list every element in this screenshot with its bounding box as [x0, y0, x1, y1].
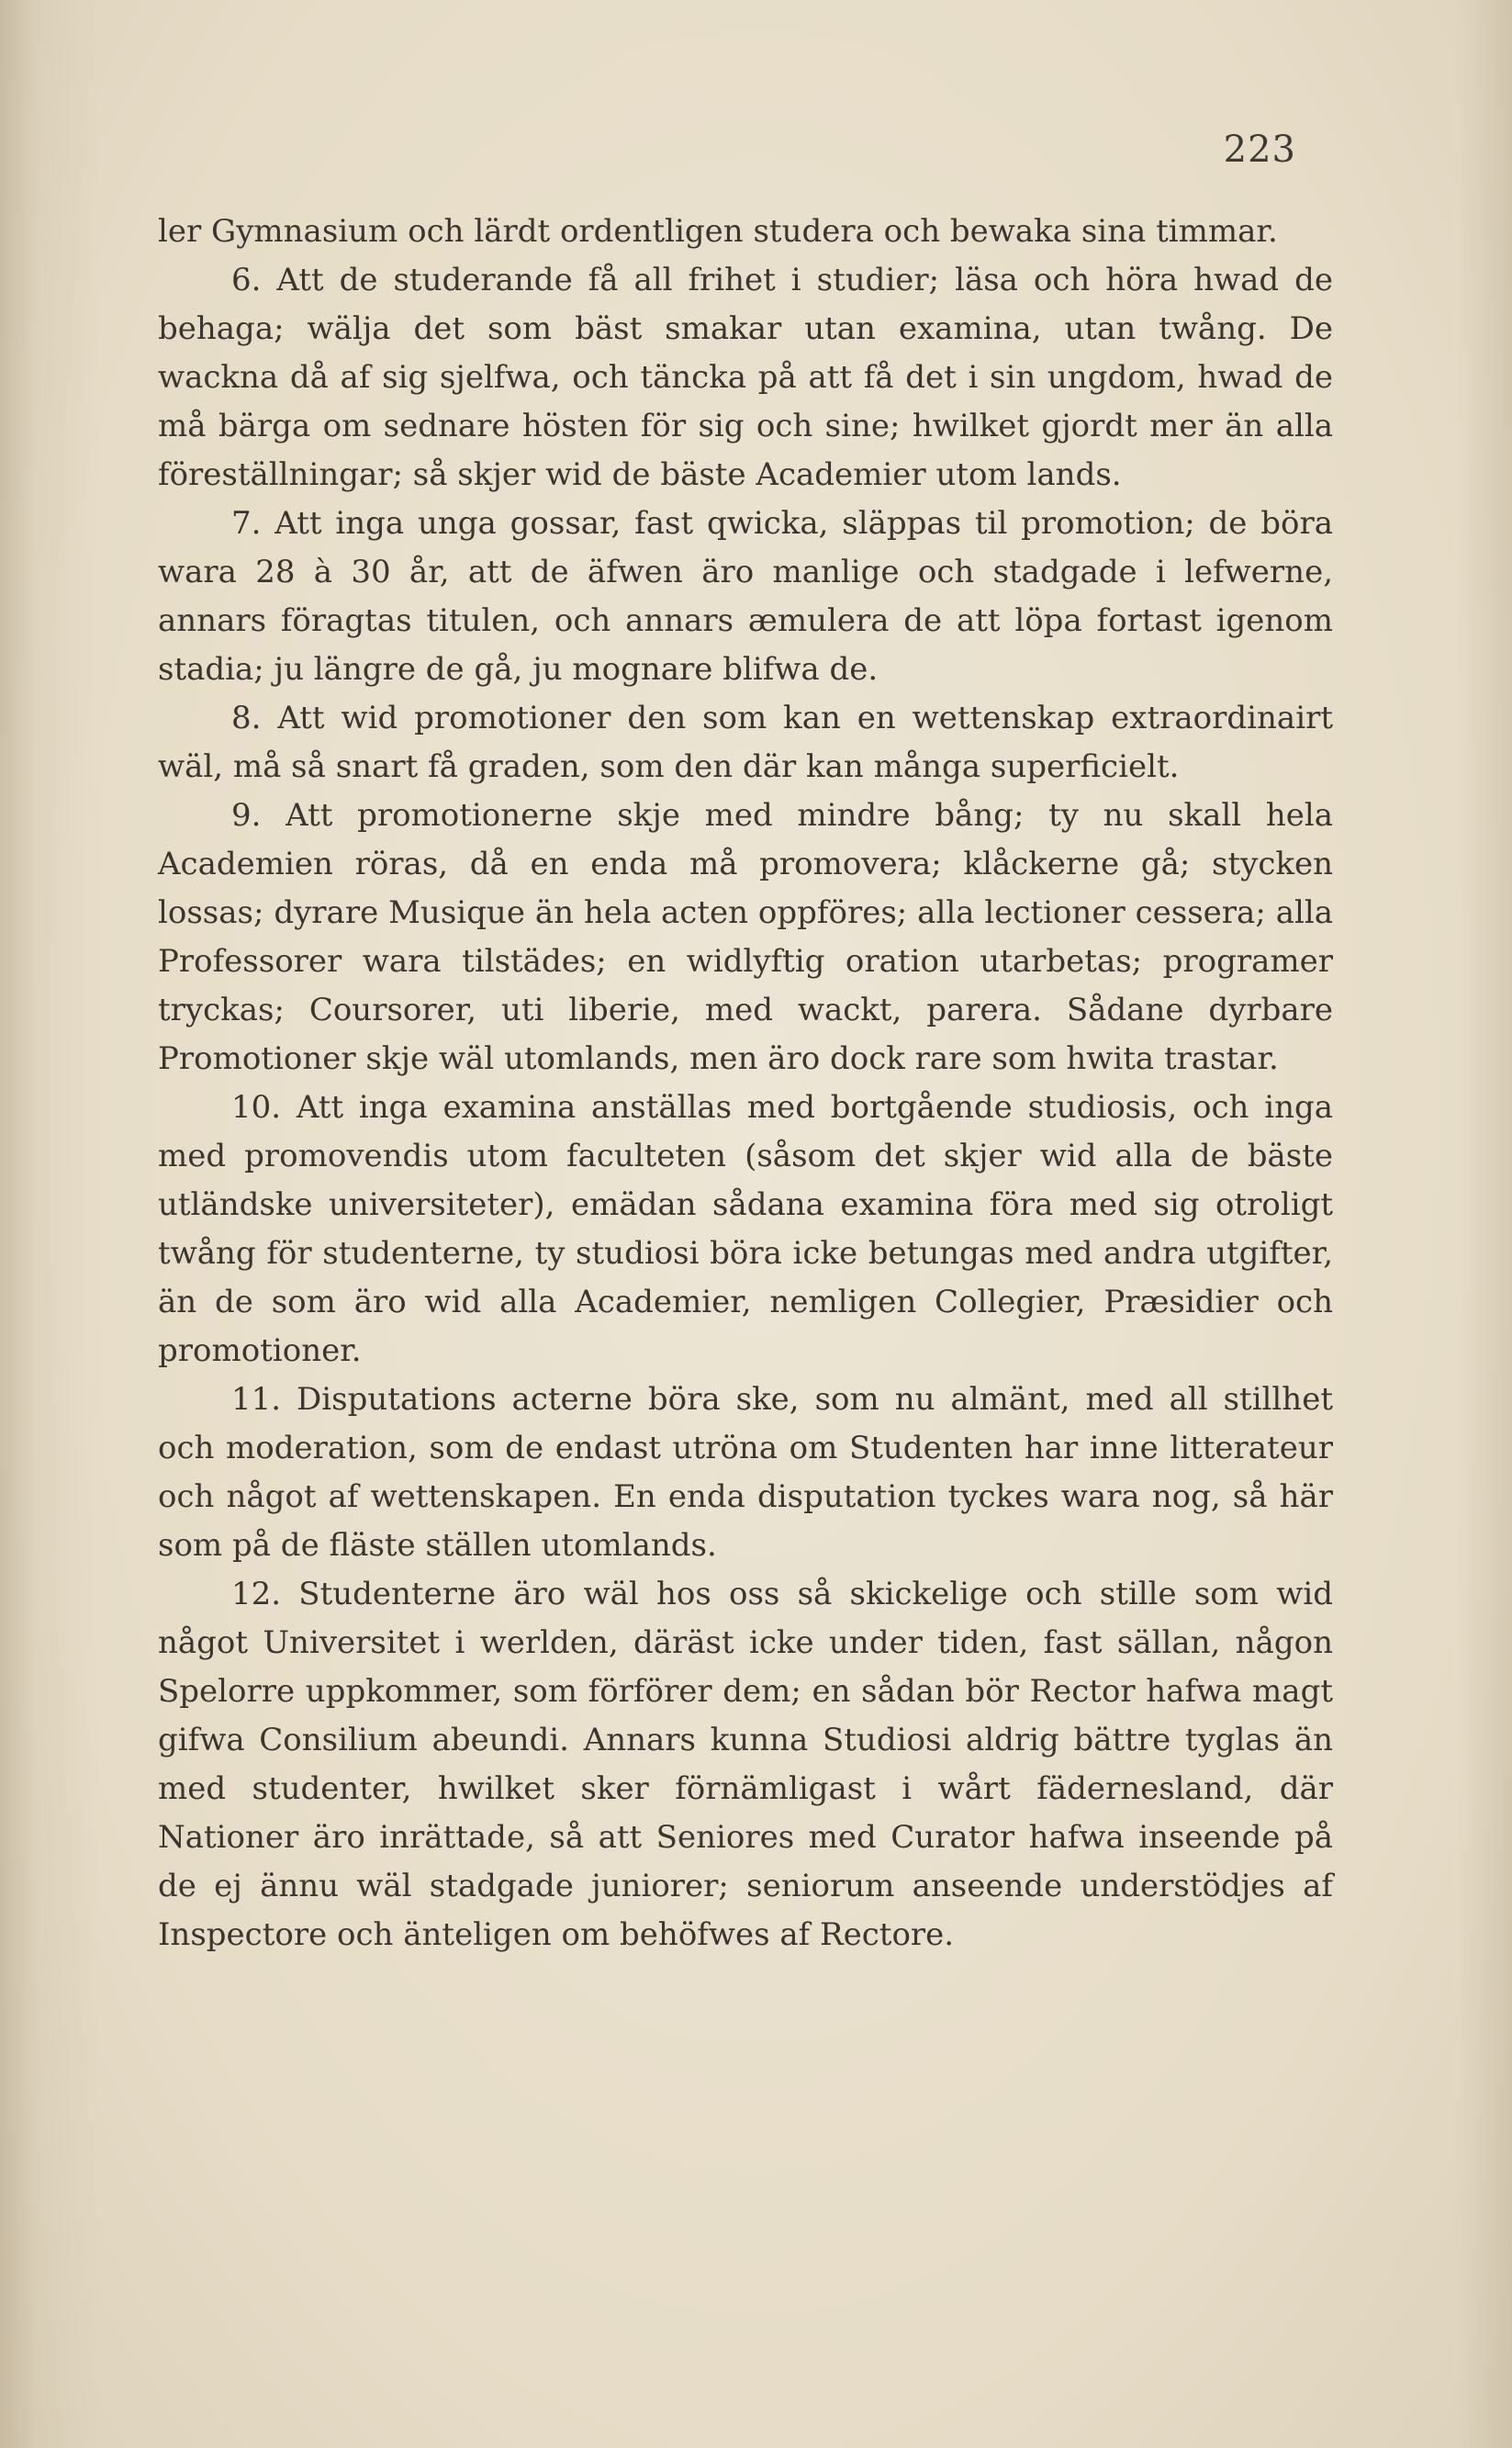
page-number: 223: [1223, 129, 1296, 171]
paragraph-8: 8. Att wid promotioner den som kan en wettenskap extraordinairt wäl, må så snart få graden, som den där kan många superficielt.: [158, 700, 1333, 785]
paragraph-12: 12. Studenterne äro wäl hos oss så skickelige och stille som wid något Universitet i werlden, däräst icke under tiden, fast sällan, någon Spelorre uppkommer, som förförer dem; en sådan bör Rector hafwa magt gifwa Consilium abeundi. Annars kunna Studiosi aldrig bättre tyglas än med studenter, hwilket sker förnämligast i wårt fädernesland, där Nationer äro inrättade, så att Seniores med Curator hafwa inseende på de ej ännu wäl stadgade juniorer; seniorum anseende understödjes af Inspectore och änteligen om behöfwes af Rectore.: [158, 1576, 1333, 1953]
paragraph-9: 9. Att promotionerne skje med mindre bång; ty nu skall hela Academien röras, då en enda må promovera; klåckerne gå; stycken lossas; dyrare Musique än hela acten oppföres; alla lectioner cessera; alla Professorer wara tilstädes; en widlyftig oration utarbetas; programer tryckas; Coursorer, uti liberie, med wackt, parera. Sådane dyrbare Promotioner skje wäl utomlands, men äro dock rare som hwita trastar.: [158, 797, 1333, 1077]
paragraph-continuation: ler Gymnasium och lärdt ordentligen studera och bewaka sina timmar.: [158, 213, 1278, 250]
paragraph-7: 7. Att inga unga gossar, fast qwicka, släppas til promotion; de böra wara 28 à 30 år, att de äfwen äro manlige och stadgade i lefwerne, annars föragtas titulen, och annars æmulera de att löpa fortast igenom stadia; ju längre de gå, ju mognare blifwa de.: [158, 505, 1333, 688]
body-text: [158, 208, 1333, 1960]
paragraph-10: 10. Att inga examina anställas med bortgående studiosis, och inga med promovendis utom faculteten (såsom det skjer wid alla de bäste utländske universiteter), emädan sådana examina föra med sig otroligt twång för studenterne, ty studiosi böra icke betungas med andra utgifter, än de som äro wid alla Academier, nemligen Collegier, Præsidier och promotioner.: [158, 1089, 1333, 1369]
paragraph-6: 6. Att de studerande få all frihet i studier; läsa och höra hwad de behaga; wälja det som bäst smakar utan examina, utan twång. De wackna då af sig sjelfwa, och täncka på att få det i sin ungdom, hwad de må bärga om sednare hösten för sig och sine; hwilket gjordt mer än alla föreställningar; så skjer wid de bäste Academier utom lands.: [158, 262, 1333, 493]
paragraph-11: 11. Disputations acterne böra ske, som nu almänt, med all stillhet och moderation, som de endast utröna om Studenten har inne litterateur och något af wettenskapen. En enda disputation tyckes wara nog, så här som på de fläste ställen utomlands.: [158, 1381, 1333, 1564]
